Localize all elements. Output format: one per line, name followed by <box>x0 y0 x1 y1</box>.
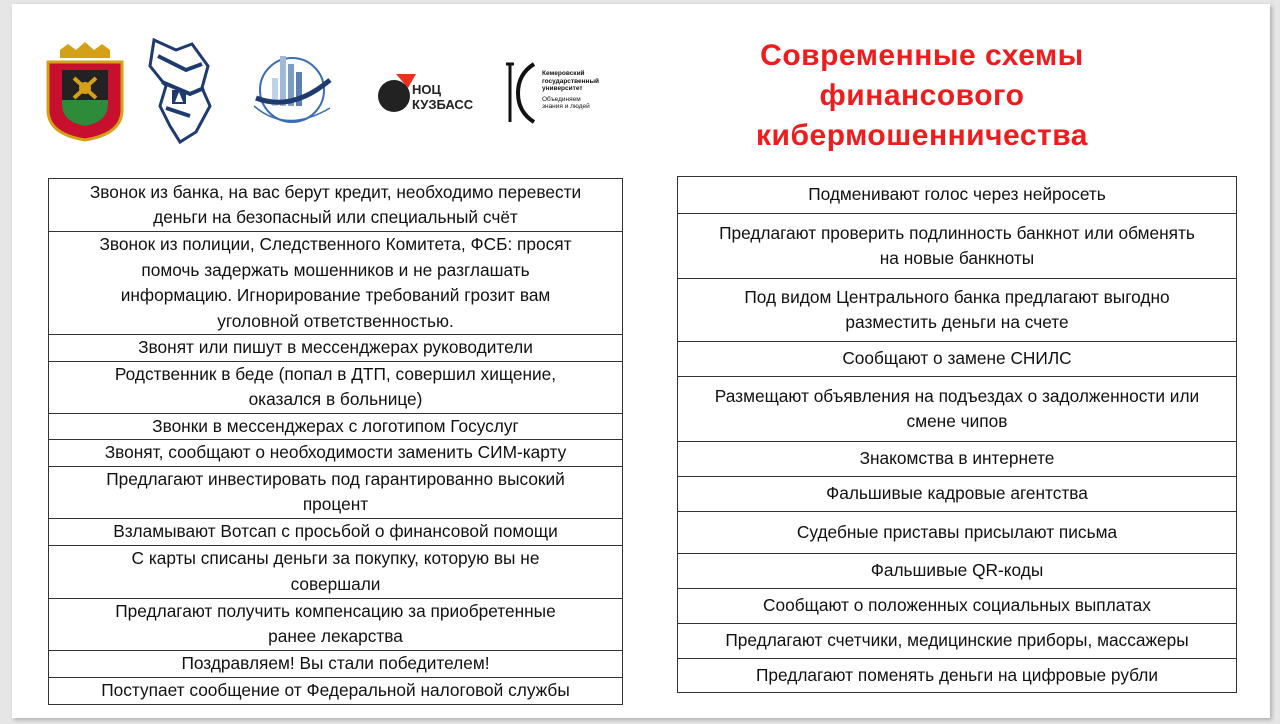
table-row <box>49 598 623 650</box>
scheme-text-line: на новые банкноты <box>879 248 1035 268</box>
scheme-cell <box>49 650 623 677</box>
title-line-2: финансового <box>819 79 1025 112</box>
scheme-text-line: Фальшивые кадровые агентства <box>826 483 1088 504</box>
scheme-text-line: Судебные приставы присылают письма <box>796 521 1118 542</box>
scheme-cell <box>678 624 1237 659</box>
kemsu-line-2: государственный <box>542 77 600 85</box>
scheme-cell <box>49 518 623 545</box>
noc-line-1: НОЦ <box>412 82 441 97</box>
noc-kuzbass-label <box>412 82 473 112</box>
table-row <box>49 518 623 545</box>
scheme-cell <box>49 440 623 467</box>
scheme-text-line: разместить деньги на счете <box>845 312 1069 332</box>
financial-literacy-center-icon <box>246 50 342 132</box>
scheme-text-line: уголовной ответственностью. <box>217 310 454 331</box>
scheme-text-line: Поздравляем! Вы стали победителем! <box>181 652 490 673</box>
kemsu-logo-icon <box>504 60 540 126</box>
scheme-text-line: Предлагают проверить подлинность банкнот или обменять <box>719 222 1195 243</box>
table-row <box>49 440 623 467</box>
table-row <box>49 545 623 598</box>
scheme-text-line: Предлагают поменять деньги на цифровые рубли <box>755 664 1159 685</box>
scheme-text-line: Звонок из полиции, Следственного Комитета, ФСБ: просят <box>99 234 572 254</box>
scheme-text-line: Размещают объявления на подъездах о задолженности или <box>714 385 1200 406</box>
scheme-text-line: Звонок из банка, на вас берут кредит, необходимо перевести <box>89 181 582 202</box>
scheme-text-line: ранее лекарства <box>268 626 403 646</box>
table-row <box>49 466 623 518</box>
scheme-cell <box>678 442 1237 477</box>
table-row <box>49 677 623 704</box>
scheme-text-line: Взламывают Вотсап с просьбой о финансовой помощи <box>113 520 558 541</box>
table-row <box>678 279 1237 342</box>
title-line-3: кибермошенничества <box>756 119 1088 152</box>
left-table-body <box>49 179 623 705</box>
scheme-cell <box>49 335 623 362</box>
scheme-text-line: Подменивают голос через нейросеть <box>808 184 1106 205</box>
scheme-cell <box>678 659 1237 693</box>
scheme-cell <box>49 677 623 704</box>
scheme-text-line: Сообщают о замене СНИЛС <box>842 348 1072 369</box>
scheme-cell <box>49 179 623 232</box>
right-table-body <box>678 177 1237 693</box>
table-row <box>49 179 623 232</box>
title-line-1: Современные схемы <box>760 39 1084 72</box>
fraud-schemes-table-left <box>48 178 623 705</box>
scheme-text-line: Предлагают инвестировать под гарантированно высокий <box>106 468 565 489</box>
table-row <box>678 377 1237 442</box>
noc-line-2: КУЗБАСС <box>412 97 474 112</box>
scheme-cell <box>678 377 1237 442</box>
table-row <box>678 589 1237 624</box>
table-row <box>678 214 1237 279</box>
scheme-text-line: С карты списаны деньги за покупку, которую вы не <box>131 548 540 568</box>
scheme-text-line: оказался в больнице) <box>248 389 423 409</box>
scheme-cell <box>49 545 623 598</box>
slide <box>12 4 1270 718</box>
scheme-text-line: помочь задержать мошенников и не разглашать <box>141 259 530 280</box>
kemsu-line-5: знания и людей <box>542 103 590 110</box>
scheme-text-line: Предлагают получить компенсацию за приобретенные <box>115 600 556 621</box>
table-row <box>678 659 1237 693</box>
scheme-text-line: Звонки в мессенджерах с логотипом Госуслуг <box>152 415 519 436</box>
scheme-text-line: Под видом Центрального банка предлагают выгодно <box>744 286 1170 307</box>
scheme-text-line: процент <box>302 494 369 514</box>
table-row <box>678 177 1237 214</box>
table-row <box>678 554 1237 589</box>
scheme-cell <box>49 413 623 440</box>
scheme-cell <box>678 214 1237 279</box>
scheme-text-line: информацию. Игнорирование требований грозит вам <box>120 285 551 305</box>
scheme-cell <box>49 232 623 335</box>
kemerovo-coat-of-arms-icon <box>40 42 130 142</box>
kemsu-label <box>542 70 599 111</box>
scheme-text-line: Родственник в беде (попал в ДТП, совершил хищение, <box>114 363 557 384</box>
table-row <box>49 650 623 677</box>
scheme-text-line: Предлагают счетчики, медицинские приборы, массажеры <box>725 630 1189 651</box>
scheme-cell <box>49 361 623 413</box>
scheme-text-line: смене чипов <box>906 411 1008 431</box>
scheme-text-line: Поступает сообщение от Федеральной налоговой службы <box>101 679 570 700</box>
table-row <box>49 232 623 335</box>
scheme-cell <box>678 177 1237 214</box>
slide-title <box>722 36 1122 156</box>
kemsu-line-4: Объединяем <box>542 95 581 103</box>
scheme-cell <box>49 598 623 650</box>
table-row <box>678 442 1237 477</box>
scheme-cell <box>678 512 1237 554</box>
scheme-cell <box>678 342 1237 377</box>
scheme-cell <box>678 554 1237 589</box>
scheme-text-line: Сообщают о положенных социальных выплатах <box>763 595 1151 616</box>
scheme-cell <box>678 279 1237 342</box>
scheme-text-line: Фальшивые QR-коды <box>870 560 1044 581</box>
table-row <box>678 477 1237 512</box>
kemsu-line-1: Кемеровский <box>542 70 585 77</box>
fraud-schemes-table-right <box>677 176 1237 693</box>
scheme-cell <box>678 589 1237 624</box>
scheme-text-line: Звонят, сообщают о необходимости заменить СИМ-карту <box>104 442 567 462</box>
table-row <box>678 624 1237 659</box>
scheme-cell <box>49 466 623 518</box>
table-row <box>49 361 623 413</box>
kemsu-line-3: университет <box>542 85 583 92</box>
scheme-text-line: Звонят или пишут в мессенджерах руководители <box>138 337 533 357</box>
scheme-text-line: Знакомства в интернете <box>859 448 1055 469</box>
scheme-text-line: совершали <box>290 573 381 594</box>
table-row <box>678 342 1237 377</box>
table-row <box>678 512 1237 554</box>
scheme-text-line: деньги на безопасный или специальный счёт <box>153 207 518 227</box>
table-row <box>49 335 623 362</box>
table-row <box>49 413 623 440</box>
scheme-cell <box>678 477 1237 512</box>
kuzbass-region-map-icon <box>146 36 216 146</box>
